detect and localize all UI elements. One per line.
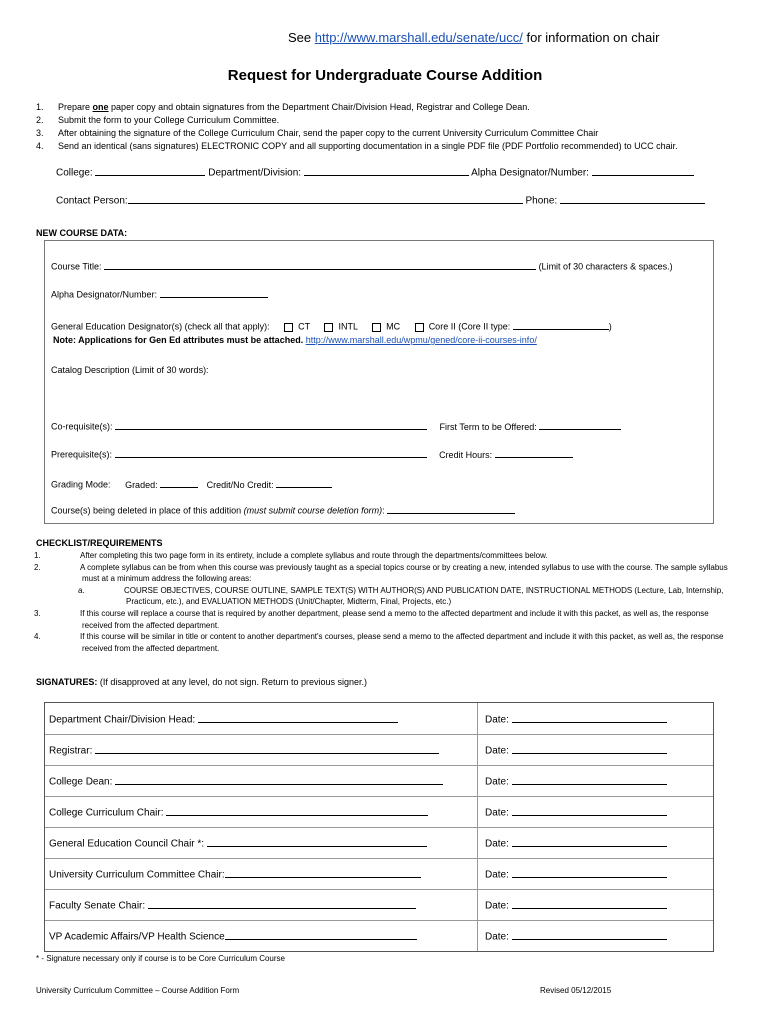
phone-label: Phone: xyxy=(525,195,558,207)
signatures-box xyxy=(44,702,714,952)
contact-field[interactable] xyxy=(128,194,523,204)
college-field[interactable] xyxy=(95,166,205,176)
graded-field[interactable] xyxy=(160,479,198,488)
prereq-row xyxy=(51,449,573,460)
step-item: 3. After obtaining the signature of the College Curriculum Chair, send the paper copy to the current University Curriculum Committee Chair xyxy=(36,128,599,138)
checklist-heading: CHECKLIST/REQUIREMENTS xyxy=(36,538,163,548)
date-field[interactable] xyxy=(512,899,667,909)
catalog-label: Catalog Description (Limit of 30 words): xyxy=(51,365,209,375)
signature-row: General Education Council Chair *: Date: xyxy=(45,827,713,859)
signature-field[interactable] xyxy=(166,806,428,816)
top-note-suffix: for information on chair xyxy=(522,30,660,45)
checklist-item: 4. If this course will be similar in title or content to another department's courses, please send a memo to the affected department and include it with this packet, as well as, the response received from the affected department. xyxy=(34,632,724,653)
first-term-field[interactable] xyxy=(539,421,621,430)
top-note-prefix: See xyxy=(288,30,315,45)
coreq-label: Co-requisite(s): xyxy=(51,421,113,432)
gen-ed-note: Note: Applications for Gen Ed attributes must be attached. http://www.marshall.edu/wpmu/gened/core-ii-courses-info/ xyxy=(53,335,537,345)
alpha-label: Alpha Designator/Number: xyxy=(471,167,589,179)
intl-checkbox[interactable] xyxy=(324,323,333,332)
course-alpha-label: Alpha Designator/Number: xyxy=(51,289,158,300)
header-row-1 xyxy=(56,166,694,179)
signatures-heading: SIGNATURES: (If disapproved at any level, do not sign. Return to previous signer.) xyxy=(36,677,367,687)
alpha-row xyxy=(51,289,268,300)
course-title-note: (Limit of 30 characters & spaces.) xyxy=(538,261,673,272)
step-item: 1. Prepare one paper copy and obtain signatures from the Department Chair/Division Head, Registrar and College Dean. xyxy=(36,102,530,112)
college-label: College: xyxy=(56,167,93,179)
new-course-heading: NEW COURSE DATA: xyxy=(36,228,128,238)
top-note xyxy=(288,30,659,45)
course-title-row xyxy=(51,261,673,272)
department-field[interactable] xyxy=(304,166,469,176)
header-row-2 xyxy=(56,194,705,207)
coreq-field[interactable] xyxy=(115,421,427,430)
mc-checkbox[interactable] xyxy=(372,323,381,332)
signature-field[interactable] xyxy=(148,899,416,909)
core-type-field[interactable] xyxy=(513,321,609,330)
checklist-item: a. COURSE OBJECTIVES, COURSE OUTLINE, SAMPLE TEXT(S) WITH AUTHOR(S) AND PUBLICATION DATE, INSTRUCTIONAL METHODS (Lecture, Lab, Internship, Practicum, etc.), and EVALUATION METHODS (Unit/Chapter, Midterm, Final, Projects, etc.) xyxy=(78,585,724,607)
prereq-field[interactable] xyxy=(115,449,427,458)
date-field[interactable] xyxy=(512,744,667,754)
checklist xyxy=(34,550,738,654)
checklist-item: 3. If this course will replace a course that is required by another department, please send a memo to the affected department and include it with this packet, as well as, the response received from the affected department. xyxy=(34,608,709,630)
gen-ed-row: General Education Designator(s) (check all that apply): CT INTL MC Core II (Core II type: ) xyxy=(51,321,612,332)
course-title-label: Course Title: xyxy=(51,261,102,272)
signature-field[interactable] xyxy=(225,930,417,940)
deleted-course-field[interactable] xyxy=(387,505,515,514)
step-item: 2. Submit the form to your College Curriculum Committee. xyxy=(36,115,280,125)
signature-row: Department Chair/Division Head: Date: xyxy=(45,703,713,735)
credit-hours-field[interactable] xyxy=(495,449,573,458)
grading-mode-label: Grading Mode: xyxy=(51,479,111,490)
signature-field[interactable] xyxy=(198,713,398,723)
deleted-row: Course(s) being deleted in place of this addition (must submit course deletion form): xyxy=(51,505,515,516)
core-label: Core II (Core II type: xyxy=(428,321,511,332)
credit-no-credit-field[interactable] xyxy=(276,479,332,488)
date-field[interactable] xyxy=(512,713,667,723)
senate-link[interactable]: http://www.marshall.edu/senate/ucc/ xyxy=(314,30,523,45)
footer-right: Revised 05/12/2015 xyxy=(540,986,612,995)
checklist-item: 2. A complete syllabus can be from when this course was previously taught as a special topics course or by creating a new, intended syllabus to use with the course. The sample syllabus must at a minimum address the following areas: xyxy=(34,562,728,584)
prereq-label: Prerequisite(s): xyxy=(51,449,113,460)
page-title: Request for Undergraduate Course Addition xyxy=(227,67,543,84)
first-term-label: First Term to be Offered: xyxy=(439,421,537,432)
credit-hours-label: Credit Hours: xyxy=(439,449,493,460)
signature-row: Registrar: Date: xyxy=(45,734,713,766)
course-title-field[interactable] xyxy=(104,261,536,270)
footer-left: University Curriculum Committee – Course Addition Form xyxy=(36,986,240,995)
contact-label: Contact Person: xyxy=(56,195,128,207)
signature-row: VP Academic Affairs/VP Health Science Date: xyxy=(45,920,713,951)
graded-label: Graded: xyxy=(125,479,158,490)
date-field[interactable] xyxy=(512,837,667,847)
date-field[interactable] xyxy=(512,868,667,878)
date-field[interactable] xyxy=(512,806,667,816)
signature-footnote: * - Signature necessary only if course is to be Core Curriculum Course xyxy=(36,954,285,963)
alpha-field[interactable] xyxy=(592,166,694,176)
signature-row: College Curriculum Chair: Date: xyxy=(45,796,713,828)
date-field[interactable] xyxy=(512,930,667,940)
intl-label: INTL xyxy=(338,321,358,332)
core-checkbox[interactable] xyxy=(415,323,424,332)
gen-ed-label: General Education Designator(s) (check all that apply): xyxy=(51,321,270,332)
department-label: Department/Division: xyxy=(208,167,302,179)
grading-row xyxy=(51,479,332,490)
signature-row: Faculty Senate Chair: Date: xyxy=(45,889,713,921)
checklist-item: 1. After completing this two page form in its entirety, include a complete syllabus and route through the departments/committees below. xyxy=(34,551,548,560)
ct-label: CT xyxy=(298,321,310,332)
gen-ed-link[interactable]: http://www.marshall.edu/wpmu/gened/core-ii-courses-info/ xyxy=(305,335,537,345)
signature-field[interactable] xyxy=(225,868,421,878)
signature-field[interactable] xyxy=(95,744,439,754)
course-alpha-field[interactable] xyxy=(160,289,268,298)
signature-row: University Curriculum Committee Chair: Date: xyxy=(45,858,713,890)
signature-field[interactable] xyxy=(207,837,427,847)
date-field[interactable] xyxy=(512,775,667,785)
ct-checkbox[interactable] xyxy=(284,323,293,332)
phone-field[interactable] xyxy=(560,194,705,204)
instruction-steps xyxy=(36,101,736,153)
step-item: 4. Send an identical (sans signatures) ELECTRONIC COPY and all supporting documentation in a single PDF file (PDF Portfolio recommended) to UCC chair. xyxy=(36,141,678,151)
signature-row: College Dean: Date: xyxy=(45,765,713,797)
signature-field[interactable] xyxy=(115,775,443,785)
credit-no-credit-label: Credit/No Credit: xyxy=(206,479,274,490)
mc-label: MC xyxy=(386,321,401,332)
new-course-box xyxy=(44,240,714,524)
coreq-row xyxy=(51,421,621,432)
